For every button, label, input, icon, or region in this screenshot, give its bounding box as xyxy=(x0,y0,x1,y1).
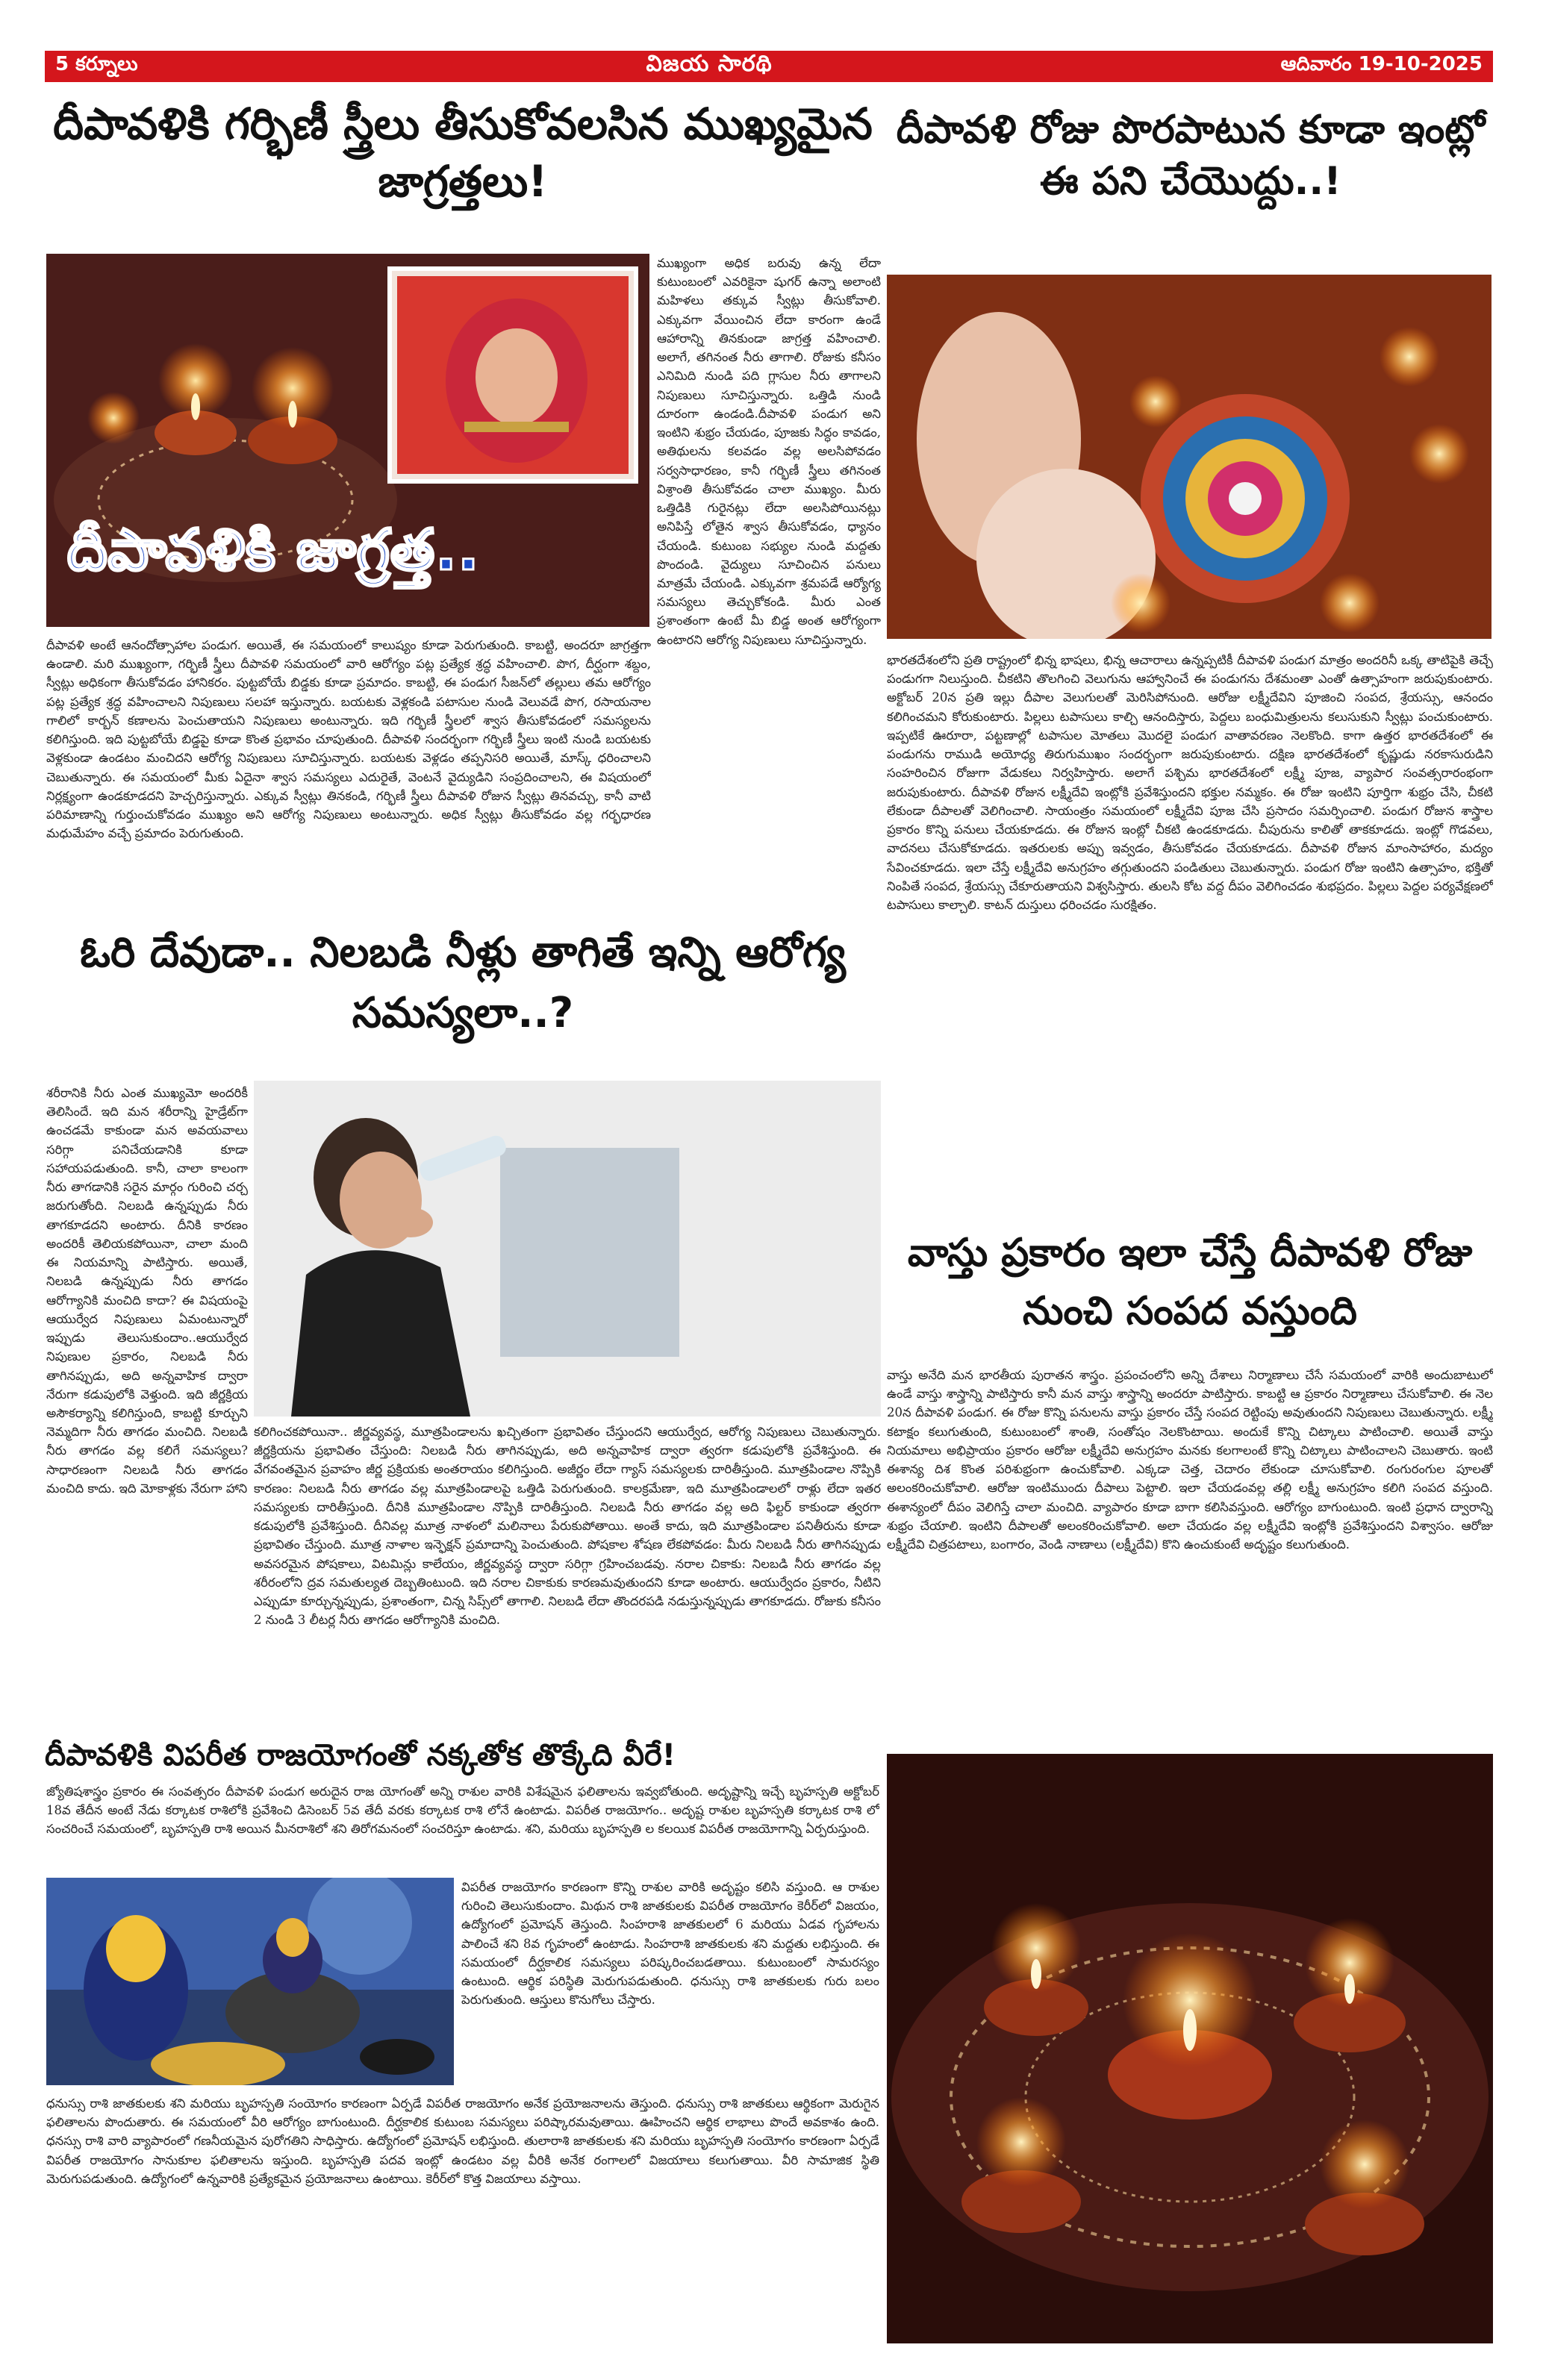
article-3-side-column: శరీరానికి నీరు ఎంత ముఖ్యమో అందరికీ తెలిసిందే. ఇది మన శరీరాన్ని హైడ్రేట్‌గా ఉంచడమే కాకుండా మన అవయవాలు సరిగ్గా పనిచేయడానికి కూడా సహాయపడుతుంది. కానీ, చాలా కాలంగా నీరు తాగడానికి సరైన మార్గం గురించి చర్చ జరుగుతోంది. నిలబడి ఉన్నప్పుడు నీరు తాగకూడదని అంటారు. దీనికి కారణం అందరికీ తెలియకపోయినా, చాలా మంది ఈ నియమాన్ని పాటిస్తారు. అయితే, నిలబడి ఉన్నప్పుడు నీరు తాగడం ఆరోగ్యానికి మంచిది కాదా? ఈ విషయంపై ఆయుర్వేద నిపుణులు ఏమంటున్నారో ఇప్పుడు తెలుసుకుందాం..ఆయుర్వేద నిపుణుల ప్రకారం, నిలబడి నీరు తాగినప్పుడు, అది అన్నవాహిక ద్వారా నేరుగా కడుపులోకి వెళ్తుంది. ఇది జీర్ణక్రియ అసౌకర్యాన్ని కలిగిస్తుంది, కాబట్టి కూర్చుని నెమ్మదిగా నీరు తాగడం మంచిది. నిలబడి నీరు తాగడం వల్ల కలిగే సమస్యలు?సాధారణంగా నిలబడి నీరు తాగడం మంచిది కాదు. ఇది మోకాళ్లకు నేరుగా హాని xyxy=(46,1086,248,1496)
article-4-headline: వాస్తు ప్రకారం ఇలా చేస్తే దీపావళి రోజు నుంచి సంపద వస్తుంది xyxy=(907,1231,1473,1334)
article-1-photo-caption xyxy=(67,516,620,597)
photo-caption-text: దీపావళికి జాగ్రత్త.. xyxy=(67,516,480,583)
article-4-body: వాస్తు అనేది మన భారతీయ పురాతన శాస్త్రం. ప్రపంచంలోని అన్ని దేశాలు నిర్మాణాలు చేసే సమయంలో వారికి అందుబాటులో ఉండే వాస్తు శాస్త్రాన్ని పాటిస్తారు కానీ మన వాస్తు శాస్త్రాన్ని అందరూ పాటిస్తారు. కాబట్టి ఆ ప్రకారం నిర్మాణాలు చేసుకోవాలి. ఈ నెల 20న దీపావళి పండుగ. ఈ రోజు కొన్ని పనులను వాస్తు ప్రకారం చేస్తే సంపద రెట్టింపు అవుతుందని నిపుణులు చెబుతున్నారు. లక్ష్మీ కటాక్షం కలుగుతుంది, కుటుంబంలో శాంతి, సంతోషం నెలకొంటాయి. అందుకే కొన్ని చిట్కాలు పాటించాలి. అయితే వాస్తు నియమాలు అభిప్రాయం ప్రకారం ఆరోజు లక్ష్మీదేవి అనుగ్రహం మనకు కలగాలంటే కొన్ని చిట్కాలు పాటించాలని చెబుతారు. ఇంటి ఈశాన్య దిశ కొంత పరిశుభ్రంగా ఉంచుకోవాలి. ఎక్కడా చెత్త, చెదారం లేకుండా చూసుకోవాలి. రంగురంగుల పూలతో అలంకరించుకోవాలి. ఆరోజు ఇంటిముందు దీపాలు పెట్టాలి. ఇలా చేయడంవల్ల తల్లి లక్ష్మీ అనుగ్రహం కలిగి సంపద వస్తుంది. ఈశాన్యంలో దీపం వెలిగిస్తే చాలా మంచిది. వ్యాపారం కూడా బాగా కలిసివస్తుంది. ఆరోగ్యం బాగుంటుంది. ఇంటి ప్రధాన ద్వారాన్ని శుభ్రం చేయాలి. ఇంటిని దీపాలతో అలంకరించుకోవాలి. అలా చేయడం వల్ల లక్ష్మీదేవి ఇంట్లోకి ప్రవేశిస్తుందని విశ్వాసం. ఆరోజు లక్ష్మీదేవి చిత్రపటాలు, బంగారం, వెండి నాణాలు (లక్ష్మీదేవి) కొని ఉంచుకుంటే అదృష్టం కలుగుతుంది. xyxy=(887,1368,1493,1552)
article-3-headline: ఓరి దేవుడా.. నిలబడి నీళ్లు తాగితే ఇన్ని ఆరోగ్య సమస్యలా..? xyxy=(80,928,846,1038)
article-2-headline: దీపావళి రోజు పొరపాటున కూడా ఇంట్లో ఈ పని చేయొద్దు..! xyxy=(896,107,1486,204)
issue-date: ఆదివారం 19-10-2025 xyxy=(1280,53,1483,75)
page-label: 5 కర్నూలు xyxy=(55,53,138,75)
article-1-side-column: ముఖ్యంగా అధిక బరువు ఉన్న లేదా కుటుంబంలో ఎవరికైనా షుగర్ ఉన్నా అలాంటి మహిళలు తక్కువ స్వీట్లు తీసుకోవాలి. ఎక్కువగా వేయించిన లేదా కారంగా ఉండే ఆహారాన్ని తినకుండా జాగ్రత్త వహించాలి. అలాగే, తగినంత నీరు తాగాలి. రోజుకు కనీసం ఎనిమిది నుండి పది గ్లాసుల నీరు తాగాలని నిపుణులు సూచిస్తున్నారు. ఒత్తిడి నుండి దూరంగా ఉండండి.దీపావళి పండుగ అని ఇంటిని శుభ్రం చేయడం, పూజకు సిద్ధం కావడం, అతిథులను కలవడం వల్ల అలసిపోవడం సర్వసాధారణం, కానీ గర్భిణీ స్త్రీలు తగినంత విశ్రాంతి తీసుకోవడం చాలా ముఖ్యం. మీరు ఒత్తిడికి గురైనట్లు లేదా అలసిపోయినట్లు అనిపిస్తే లోతైన శ్వాస తీసుకోవడం, ధ్యానం చేయండి. కుటుంబ సభ్యుల నుండి మద్దతు పొందండి. వైద్యులు సూచించిన పనులు మాత్రమే చేయండి. ఎక్కువగా శ్రమపడే ఆర్యోగ్య సమస్యలు తెచ్చుకోకండి. మీరు ఎంత ప్రశాంతంగా ఉంటే మీ బిడ్డ అంత ఆరోగ్యంగా ఉంటారని ఆరోగ్య నిపుణులు సూచిస్తున్నారు. xyxy=(657,256,881,647)
article-4-photo xyxy=(887,1754,1493,2343)
newspaper-name: విజయ సారథి xyxy=(646,51,773,77)
masthead xyxy=(45,51,1493,82)
article-5-body: ధనుస్సు రాశి జాతకులకు శని మరియు బృహస్పతి సంయోగం కారణంగా ఏర్పడే విపరీత రాజయోగం అనేక ప్రయోజనాలను తెస్తుంది. ధనుస్సు రాశి జాతకులు ఆర్థికంగా మెరుగైన ఫలితాలను పొందుతారు. ఈ సమయంలో వీరి ఆరోగ్యం బాగుంటుంది. దీర్ఘకాలిక కుటుంబ సమస్యలు పరిష్కారమవుతాయి. ఊహించని ఆర్థిక లాభాలు పొందే అవకాశం ఉంది. ధనస్సు రాశి వారి వ్యాపారంలో గణనీయమైన పురోగతిని సాధిస్తారు. ఉద్యోగంలో ప్రమోషన్ లభిస్తుంది. తులారాశి జాతకులకు శని మరియు బృహస్పతి సంయోగం కారణంగా ఏర్పడే విపరీత రాజయోగం సానుకూల ఫలితాలను ఇస్తుంది. బృహస్పతి పదవ ఇంట్లో ఉండటం వల్ల వీరికి అనేక రంగాలలో విజయాలు కలుగుతాయి. వీరి సామాజిక స్థితి మెరుగుపడుతుంది. ఉద్యోగంలో ఉన్నవారికి ప్రత్యేకమైన ప్రయోజనాలు ఉంటాయి. కెరీర్‌లో కొత్త విజయాలు వస్తాయి. xyxy=(46,2096,879,2186)
article-3-photo xyxy=(254,1081,881,1417)
article-5-photo xyxy=(46,1878,454,2085)
article-5-side-column: విపరీత రాజయోగం కారణంగా కొన్ని రాశుల వారికి అదృష్టం కలిసి వస్తుంది. ఆ రాశుల గురించి తెలుసుకుందాం. మిథున రాశి జాతకులకు విపరీత రాజయోగం కెరీర్‌లో విజయం, ఉద్యోగంలో ప్రమోషన్ తెస్తుంది. సింహరాశి జాతకులలో 6 మరియు ఏడవ గృహాలను పాలించే శని 8వ గృహంలో ఉంటాడు. సింహరాశి జాతకులకు శని మద్దతు లభిస్తుంది. ఈ సమయంలో దీర్ఘకాలిక సమస్యలు పరిష్కరించబడతాయి. కుటుంబంలో సామరస్యం ఉంటుంది. ఆర్థిక పరిస్థితి మెరుగుపడుతుంది. ధనుస్సు రాశి జాతకులకు గురు బలం పెరుగుతుంది. ఆస్తులు కొనుగోలు చేస్తారు. xyxy=(461,1880,879,2008)
article-1-body: దీపావళి అంటే ఆనందోత్సాహాల పండుగ. అయితే, ఈ సమయంలో కాలుష్యం కూడా పెరుగుతుంది. కాబట్టి, అందరూ జాగ్రత్తగా ఉండాలి. మరి ముఖ్యంగా, గర్భిణీ స్త్రీలు దీపావళి సమయంలో వారి ఆరోగ్యం పట్ల ప్రత్యేక శ్రద్ధ వహించాలి. పొగ, దీర్ఘంగా శబ్దం, స్వీట్లు అధికంగా తీసుకోవడం హానికరం. పుట్టబోయే బిడ్డకు కూడా ప్రమాదం. కాబట్టి, ఈ పండుగ సీజన్‌లో తల్లులు తమ ఆరోగ్యం పట్ల ప్రత్యేక శ్రద్ధ వహించాలని నిపుణులు సలహా ఇస్తున్నారు. బయటకు వెళ్లకండి పటాసుల నుండి వెలువడే పొగ, రసాయనాల గాలిలో కార్బన్ కణాలను పెంచుతాయని నిపుణులు అంటున్నారు. ఇది గర్భిణీ స్త్రీలలో శ్వాస తీసుకోవడంలో సమస్యలను కలిగిస్తుంది. ఇది పుట్టబోయే బిడ్డపై కూడా కొంత ప్రభావం చూపుతుంది. దీపావళి సందర్భంగా గర్భిణీ స్త్రీలు ఇంటి నుండి బయటకు వెళ్లకుండా ఉండటం మంచిదని ఆరోగ్య నిపుణులు సూచిస్తున్నారు. బయటకు వెళ్లడం తప్పనిసరి అయితే, మాస్క్ ధరించాలని చెబుతున్నారు. ఈ సమయంలో మీకు ఏదైనా శ్వాస సమస్యలు ఎదురైతే, వెంటనే వైద్యుడిని సంప్రదించాలని, ఈ విషయంలో నిర్లక్ష్యంగా ఉండకూడదని హెచ్చరిస్తున్నారు. ఎక్కువ స్వీట్లు తినకండి, గర్భిణీ స్త్రీలు దీపావళి రోజున స్వీట్లు తినవచ్చు, కానీ వాటి పరిమాణాన్ని గుర్తుంచుకోవడం ముఖ్యం అని ఆరోగ్య నిపుణులు అంటున్నారు. అధిక స్వీట్లు తీసుకోవడం వల్ల గర్భధారణ మధుమేహం వచ్చే ప్రమాదం పెరుగుతుంది. xyxy=(46,638,651,841)
article-3-body: కలిగించకపోయినా.. జీర్ణవ్యవస్థ, మూత్రపిండాలను ఖచ్చితంగా ప్రభావితం చేస్తుందని ఆయుర్వేద, ఆరోగ్య నిపుణులు చెబుతున్నారు. జీర్ణక్రియను ప్రభావితం చేస్తుంది: నిలబడి నీరు తాగినప్పుడు, అది అన్నవాహిక ద్వారా త్వరగా కడుపులోకి ప్రవేశిస్తుంది. ఈ వేగవంతమైన ప్రవాహం జీర్ణ ప్రక్రియకు అంతరాయం కలిగిస్తుంది. అజీర్ణం లేదా గ్యాస్ సమస్యలకు దారితీస్తుంది. మూత్రపిండాల నొప్పికి కారణం: నిలబడి నీరు తాగడం వల్ల మూత్రపిండాలపై ఒత్తిడి పెరుగుతుంది. కాలక్రమేణా, ఇది మూత్రపిండాలలో రాళ్లు లేదా ఇతర సమస్యలకు దారితీస్తుంది. దీనికి మూత్రపిండాల నొప్పికి దారితీస్తుంది. నిలబడి నీరు తాగడం వల్ల అది ఫిల్టర్ కాకుండా త్వరగా కడుపులోకి ప్రవేశిస్తుంది. దీనివల్ల మూత్ర నాళంలో మలినాలు పేరుకుపోతాయి. అంతే కాదు, ఇది మూత్రపిండాల పనితీరును కూడా ప్రభావితం చేస్తుంది. మూత్ర నాళాల ఇన్ఫెక్షన్ ప్రమాదాన్ని పెంచుతుంది. పోషకాల శోషణ లేకపోవడం: మీరు నిలబడి నీరు తాగినప్పుడు అవసరమైన పోషకాలు, విటమిన్లు కాలేయం, జీర్ణవ్యవస్థ ద్వారా సరిగ్గా గ్రహించబడవు. నరాల చికాకు: నిలబడి నీరు తాగడం వల్ల శరీరంలోని ద్రవ సమతుల్యత దెబ్బతింటుంది. ఇది నరాల చికాకుకు కారణమవుతుందని కూడా అంటారు. ఆయుర్వేదం ప్రకారం, నీటిని ఎప్పుడూ కూర్చున్నప్పుడు, ప్రశాంతంగా, చిన్న సిప్స్‌లో తాగాలి. నిలబడి లేదా తొందరపడి నడుస్తున్నప్పుడు తాగకూడదు. రోజుకు కనీసం 2 నుండి 3 లీటర్ల నీరు తాగడం ఆరోగ్యానికి మంచిది. xyxy=(254,1425,881,1628)
article-5-headline: దీపావళికి విపరీత రాజయోగంతో నక్కతోక తొక్కేది వీరే! xyxy=(45,1738,676,1772)
article-5-intro: జ్యోతిషశాస్త్రం ప్రకారం ఈ సంవత్సరం దీపావళి పండుగ అరుదైన రాజ యోగంతో అన్ని రాశుల వారికి విశేషమైన ఫలితాలను ఇవ్వబోతుంది. అదృష్టాన్ని ఇచ్చే బృహస్పతి అక్టోబర్ 18వ తేదీన అంటే నేడు కర్కాటక రాశిలోకి ప్రవేశించి డిసెంబర్ 5వ తేదీ వరకు కర్కాటక రాశి లోనే ఉంటాడు. విపరీత రాజయోగం.. అదృష్ట రాశుల బృహస్పతి కర్కాటక రాశి లో సంచరించే సమయంలో, బృహస్పతి రాశి అయిన మీనరాశిలో శని తిరోగమనంలో సంచరిస్తూ ఉంటాడు. శని, మరియు బృహస్పతి ల కలయిక విపరీత రాజయోగాన్ని ఏర్పరుస్తుంది. xyxy=(46,1784,879,1837)
article-2-body: భారతదేశంలోని ప్రతి రాష్ట్రంలో భిన్న భాషలు, భిన్న ఆచారాలు ఉన్నప్పటికీ దీపావళి పండుగ మాత్రం అందరినీ ఒక్క తాటిపైకి తెచ్చే పండుగగా నిలుస్తుంది. చీకటిని తొలగించి వెలుగును ఆహ్వానించే ఈ పండుగను దేశమంతా ఎంతో ఉత్సాహంగా జరుపుకుంటారు. అక్టోబర్ 20న ప్రతి ఇల్లు దీపాల వెలుగులతో మెరిసిపోనుంది. ఆరోజు లక్ష్మీదేవిని పూజించి సంపద, శ్రేయస్సు, ఆనందం కలిగించమని కోరుకుంటారు. పిల్లలు టపాసులు కాల్చి ఆనందిస్తారు, పెద్దలు బంధుమిత్రులను కలుసుకుని స్వీట్లు పంచుకుంటారు. ఇప్పటికే ఊరూరా, పట్టణాల్లో టపాసుల మోతలు మొదలై పండుగ వాతావరణం నెలకొంది. కాగా ఉత్తర భారతదేశంలో ఈ పండుగను రాముడి అయోధ్య తిరుగుముఖం సందర్భంగా జరుపుకుంటారు. దక్షిణ భారతదేశంలో కృష్ణుడు నరకాసురుడిని సంహరించిన రోజుగా వేడుకలు నిర్వహిస్తారు. అలాగే పశ్చిమ భారతదేశంలో లక్ష్మీ పూజ, వ్యాపార సంవత్సరారంభంగా జరుపుకుంటారు. దీపావళి రోజున లక్ష్మీదేవి ఇంట్లోకి ప్రవేశిస్తుందని భక్తుల నమ్మకం. ఈ రోజు ఇంటిని పూర్తిగా శుభ్రం చేసి, చీకటి లేకుండా దీపాలతో వెలిగించాలి. సాయంత్రం సమయంలో లక్ష్మీదేవి పూజ చేసి ప్రసాదం సమర్పించాలి. పండుగ రోజున శాస్త్రాల ప్రకారం కొన్ని పనులు చేయకూడదు. ఈ రోజున ఇంట్లో చీకటి ఉండకూడదు. చీపురును కాలితో తాకకూడదు. ఇంట్లో గొడవలు, వాదనలు చేసుకోకూడదు. ఇతరులకు అప్పు ఇవ్వడం, తీసుకోవడం చేయకూడదు. దీపావళి రోజున మాంసాహారం, మద్యం సేవించకూడదు. ఇలా చేస్తే లక్ష్మీదేవి అనుగ్రహం తగ్గుతుందని పండితులు చెబుతున్నారు. పండుగ రోజు ఇంటిని ఉత్సాహం, భక్తితో నింపితే సంపద, శ్రేయస్సు చేకూరుతాయని విశ్వసిస్తారు. తులసి కోట వద్ద దీపం వెలిగించడం శుభప్రదం. పిల్లలు పెద్దల పర్యవేక్షణలో టపాసులు కాల్చాలి. కాటన్ దుస్తులు ధరించడం సురక్షితం. xyxy=(887,653,1493,913)
article-2-photo xyxy=(887,275,1491,639)
article-1-headline: దీపావళికి గర్భిణీ స్త్రీలు తీసుకోవలసిన ముఖ్యమైన జాగ్రత్తలు! xyxy=(53,99,873,207)
